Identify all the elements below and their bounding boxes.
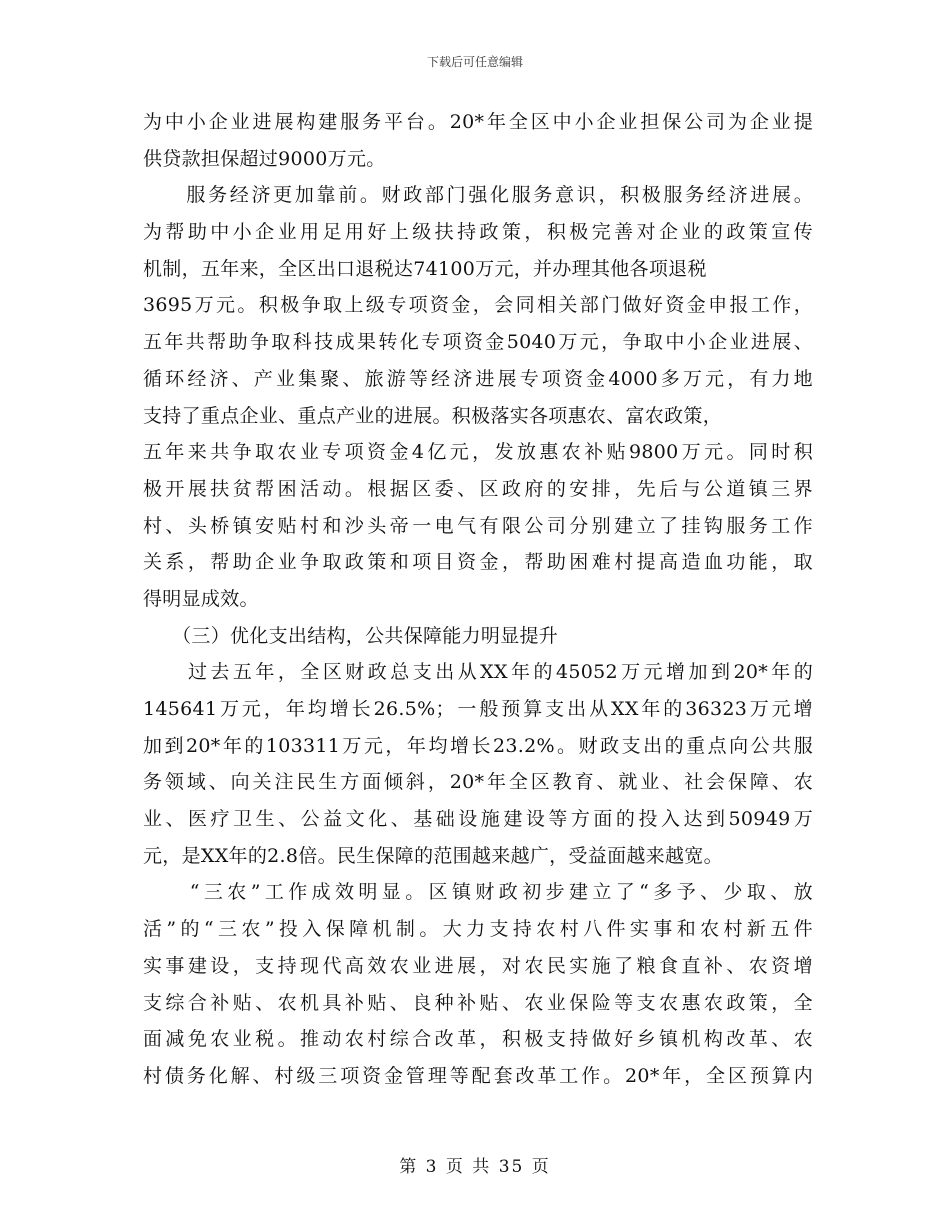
text-line: 得明显成效。 — [143, 587, 259, 610]
page-footer: 第 3 页 共 35 页 — [399, 1157, 551, 1177]
text-line: 五年来共争取农业专项资金4亿元，发放惠农补贴9800万元。同时积 — [143, 441, 813, 464]
section-heading: （三）优化支出结构，公共保障能力明显提升 — [143, 624, 559, 647]
text-line: 3695万元。积极争取上级专项资金，会同相关部门做好资金申报工作， — [143, 294, 813, 317]
text-line: 活”的“三农”投入保障机制。大力支持农村八件实事和农村新五件 — [143, 918, 813, 941]
text-line: 供贷款担保超过9000万元。 — [143, 147, 386, 170]
text-line: “三农”工作成效明显。区镇财政初步建立了“多予、少取、放 — [143, 881, 813, 904]
text-line: 村、头桥镇安贴村和沙头帝一电气有限公司分别建立了挂钩服务工作 — [143, 514, 813, 537]
text-line: 村债务化解、村级三项资金管理等配套改革工作。20*年，全区预算内 — [143, 1064, 813, 1087]
text-line: 支持了重点企业、重点产业的进展。积极落实各项惠农、富农政策， — [143, 404, 723, 427]
text-line: 五年共帮助争取科技成果转化专项资金5040万元，争取中小企业进展、 — [143, 331, 813, 354]
text-line: 面减免农业税。推动农村综合改革，积极支持做好乡镇机构改革、农 — [143, 1028, 813, 1051]
text-line: 业、医疗卫生、公益文化、基础设施建设等方面的投入达到50949万 — [143, 808, 813, 831]
text-line: 实事建设，支持现代高效农业进展，对农民实施了粮食直补、农资增 — [143, 954, 813, 977]
text-line: 服务经济更加靠前。财政部门强化服务意识，积极服务经济进展。 — [143, 184, 813, 207]
text-line: 极开展扶贫帮困活动。根据区委、区政府的安排，先后与公道镇三界 — [143, 477, 813, 500]
text-line: 机制，五年来，全区出口退税达74100万元，并办理其他各项退税 — [143, 257, 707, 280]
text-line: 循环经济、产业集聚、旅游等经济进展专项资金4000多万元，有力地 — [143, 367, 813, 390]
text-line: 过去五年，全区财政总支出从XX年的45052万元增加到20*年的 — [143, 661, 813, 684]
text-line: 145641万元，年均增长26.5%；一般预算支出从XX年的36323万元增 — [143, 698, 813, 720]
text-line: 加到20*年的103311万元，年均增长23.2%。财政支出的重点向公共服 — [143, 734, 813, 757]
page-header: 下载后可任意编辑 — [426, 55, 523, 69]
text-line: 支综合补贴、农机具补贴、良种补贴、农业保险等支农惠农政策，全 — [143, 991, 813, 1014]
text-line: 关系，帮助企业争取政策和项目资金，帮助困难村提高造血功能，取 — [143, 551, 813, 574]
text-line: 务领域、向关注民生方面倾斜，20*年全区教育、就业、社会保障、农 — [143, 771, 813, 794]
document-body — [143, 104, 813, 1095]
text-line: 为中小企业进展构建服务平台。20*年全区中小企业担保公司为企业提 — [143, 111, 813, 133]
text-line: 元，是XX年的2.8倍。民生保障的范围越来越广，受益面越来越宽。 — [143, 844, 723, 867]
text-line: 为帮助中小企业用足用好上级扶持政策，积极完善对企业的政策宣传 — [143, 221, 813, 244]
